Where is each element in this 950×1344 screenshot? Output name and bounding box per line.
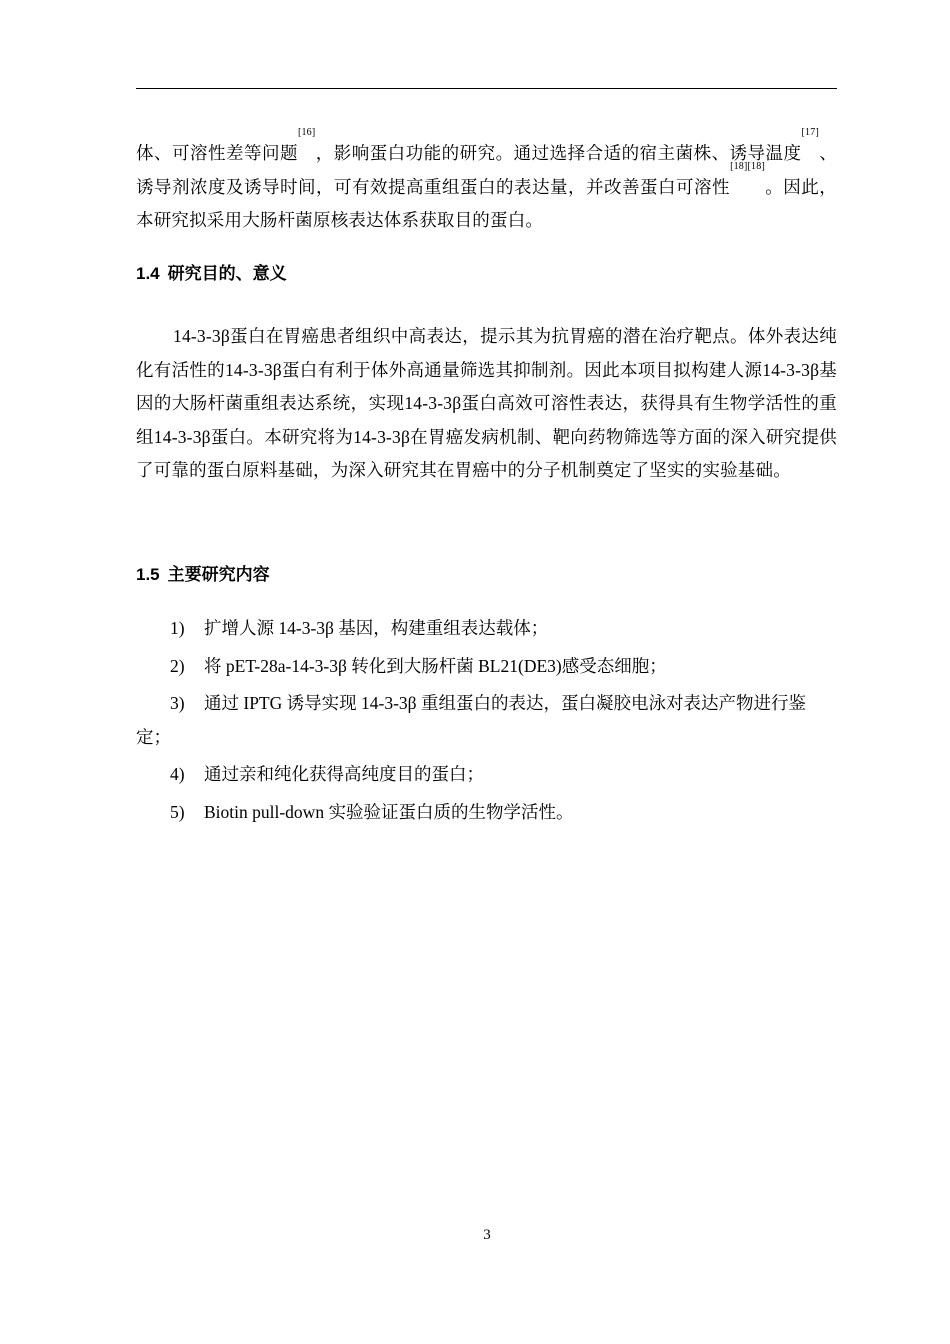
- list-index: 3): [170, 693, 185, 713]
- section-1-4-paragraph: 14-3-3β蛋白在胃癌患者组织中高表达，提示其为抗胃癌的潜在治疗靶点。体外表达纯化有活性的14-3-3β蛋白有利于体外高通量筛选其抑制剂。因此本项目拟构建人源14-3-3β基因的大肠杆菌重组表达系统，实现14-3-3β蛋白高效可溶性表达，获得具有生物学活性的重组14-3-3β蛋白。本研究将为14-3-3β在胃癌发病机制、靶向药物筛选等方面的深入研究提供了可靠的蛋白原料基础，为深入研究其在胃癌中的分子机制奠定了坚实的实验基础。: [136, 326, 837, 480]
- list-text: 扩增人源 14-3-3β 基因，构建重组表达载体；: [204, 618, 549, 638]
- list-item: [136, 687, 837, 754]
- list-item: [136, 612, 837, 646]
- list-text: Biotin pull-down 实验验证蛋白质的生物学活性。: [204, 801, 574, 822]
- list-index: 2): [170, 655, 185, 676]
- section-title: 主要研究内容: [167, 565, 270, 584]
- paragraph-text: ，影响蛋白功能的研究。通过选择合适的宿主菌株、诱导温度: [315, 143, 802, 163]
- list-index: 1): [170, 618, 185, 638]
- page-number: 3: [483, 1227, 491, 1243]
- paragraph-text: 体、可溶性差等问题: [136, 143, 298, 163]
- citation: [17]: [801, 127, 819, 138]
- section-number: 1.5: [136, 565, 160, 584]
- list-item: [136, 758, 837, 792]
- list-item: [136, 650, 837, 684]
- paragraph-text: 。因此，本研究拟采用大肠杆菌原核表达体系获取目的蛋白。: [136, 176, 837, 230]
- citation: [16]: [297, 127, 316, 138]
- list-index: 5): [170, 801, 185, 822]
- research-content-list: [136, 612, 837, 833]
- list-index: 4): [170, 764, 185, 784]
- section-heading-1-5: [136, 563, 270, 587]
- section-number: 1.4: [136, 264, 160, 283]
- paragraph-text: 、诱导剂浓度及诱导时间，可有效提高重组蛋白的表达量，并改善蛋白可溶性: [136, 143, 837, 197]
- list-text: 通过亲和纯化获得高纯度目的蛋白；: [204, 764, 484, 784]
- list-text: 将 pET-28a-14-3-3β 转化到大肠杆菌 BL21(DE3)感受态细胞；: [204, 655, 667, 676]
- citation: [18][18]: [730, 160, 765, 172]
- section-title: 研究目的、意义: [167, 264, 287, 283]
- section-heading-1-4: [136, 262, 287, 286]
- paragraph-continuation: [136, 127, 837, 238]
- list-item: [136, 796, 837, 830]
- list-text: 通过 IPTG 诱导实现 14-3-3β 重组蛋白的表达，蛋白凝胶电泳对表达产物进行鉴定；: [136, 693, 806, 747]
- header-rule: [136, 88, 837, 89]
